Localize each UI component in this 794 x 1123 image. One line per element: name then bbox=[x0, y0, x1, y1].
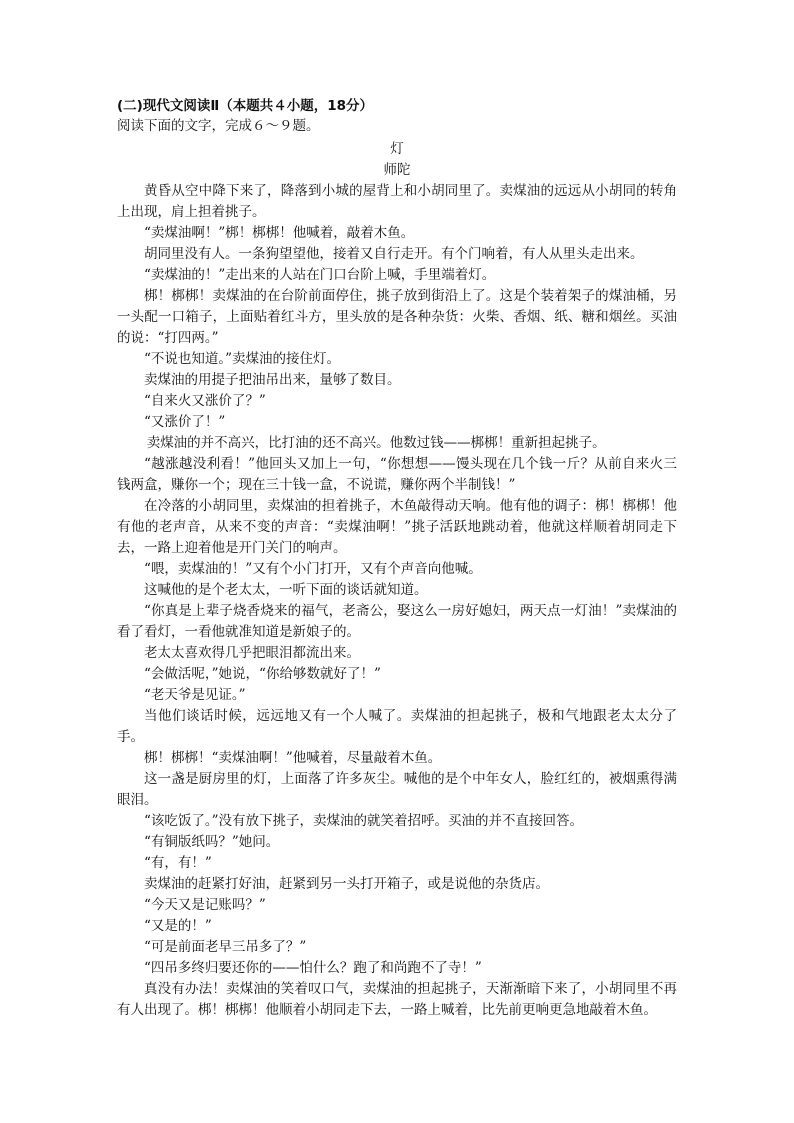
story-paragraph: “老天爷是见证。” bbox=[144, 687, 246, 703]
story-paragraph: “有，有！” bbox=[144, 855, 212, 871]
document-page bbox=[117, 96, 677, 1021]
story-paragraph: 梆！梆梆！卖煤油的在台阶前面停住，挑子放到街沿上了。这是个装着架子的煤油桶，另一头配一口箱子，上面贴着红斗方，里头放的是各种杂货：火柴、香烟、纸、糖和烟丝。买油的说：“打四两。” bbox=[117, 288, 677, 346]
story-paragraph: 卖煤油的并不高兴，比打油的还不高兴。他数过钱——梆梆！重新担起挑子。 bbox=[146, 435, 606, 451]
story-paragraph: “喂，卖煤油的！”又有个小门打开，又有个声音向他喊。 bbox=[144, 561, 482, 577]
story-paragraph: 胡同里没有人。一条狗望望他，接着又自行走开。有个门响着，有人从里头走出来。 bbox=[144, 246, 644, 262]
story-paragraph: “你真是上辈子烧香烧来的福气，老斋公，娶这么一房好媳妇，两天点一灯油！”卖煤油的看了看灯，一看他就准知道是新娘子的。 bbox=[117, 603, 677, 640]
story-paragraph: “该吃饭了。”没有放下挑子，卖煤油的就笑着招呼。买油的并不直接回答。 bbox=[144, 813, 584, 829]
story-paragraph: “又是的！” bbox=[144, 918, 212, 934]
story-paragraph: “会做活呢，”她说，“你给够数就好了！” bbox=[144, 666, 381, 682]
story-paragraph: “卖煤油啊！”梆！梆梆！他喊着，敲着木鱼。 bbox=[144, 225, 415, 241]
story-paragraph: 梆！梆梆！“卖煤油啊！”他喊着，尽量敲着木鱼。 bbox=[144, 750, 442, 766]
story-paragraph: 真没有办法！卖煤油的笑着叹口气，卖煤油的担起挑子，天渐渐暗下来了，小胡同里不再有人出现了。梆！梆梆！他顺着小胡同走下去，一路上喊着，比先前更响更急地敲着木鱼。 bbox=[117, 981, 677, 1018]
story-title: 灯 bbox=[390, 141, 404, 157]
story-paragraph: “不说也知道。”卖煤油的接住灯。 bbox=[144, 351, 341, 367]
story-paragraph: “可是前面老早三吊多了？” bbox=[144, 939, 307, 955]
story-paragraph: 在冷落的小胡同里，卖煤油的担着挑子，木鱼敲得动天响。他有他的调子：梆！梆梆！他有他的老声音，从来不变的声音：“卖煤油啊！”挑子活跃地跳动着，他就这样顺着胡同走下去，一路上迎着他是开门关门的响声。 bbox=[117, 498, 677, 556]
reading-instruction: 阅读下面的文字，完成６～９题。 bbox=[117, 118, 320, 134]
story-paragraph: 老太太喜欢得几乎把眼泪都流出来。 bbox=[144, 645, 360, 661]
story-paragraph: “越涨越没利看！”他回头又加上一句，“你想想——馒头现在几个钱一斤？从前自来火三钱两盒，赚你一个；现在三十钱一盒，不说谎，赚你两个半制钱！” bbox=[117, 456, 677, 493]
story-paragraph: “又涨价了！” bbox=[144, 414, 226, 430]
story-paragraph: 黄昏从空中降下来了，降落到小城的屋背上和小胡同里了。卖煤油的远远从小胡同的转角上出现，肩上担着挑子。 bbox=[117, 183, 677, 220]
story-paragraph: 当他们谈话时候，远远地又有一个人喊了。卖煤油的担起挑子，极和气地跟老太太分了手。 bbox=[117, 708, 677, 745]
story-paragraph: “今天又是记账吗？” bbox=[144, 897, 266, 913]
story-body bbox=[117, 181, 677, 1021]
story-paragraph: 卖煤油的赶紧打好油，赶紧到另一头打开箱子，或是说他的杂货店。 bbox=[144, 876, 549, 892]
story-paragraph: 这一盏是厨房里的灯，上面落了许多灰尘。喊他的是个中年女人，脸红红的，被烟熏得满眼泪。 bbox=[117, 771, 677, 808]
section-title: (二)现代文阅读Ⅱ（本题共４小题，18分） bbox=[117, 98, 374, 114]
story-paragraph: “四吊多终归要还你的——怕什么？跑了和尚跑不了寺！” bbox=[144, 960, 482, 976]
story-paragraph: 卖煤油的用提子把油吊出来，量够了数目。 bbox=[144, 372, 401, 388]
story-paragraph: “自来火又涨价了？” bbox=[144, 393, 266, 409]
story-paragraph: 这喊他的是个老太太，一听下面的谈话就知道。 bbox=[144, 582, 428, 598]
story-paragraph: “有铜版纸吗？”她问。 bbox=[144, 834, 280, 850]
story-author: 师陀 bbox=[383, 162, 411, 178]
story-paragraph: “卖煤油的！”走出来的人站在门口台阶上喊，手里端着灯。 bbox=[144, 267, 496, 283]
